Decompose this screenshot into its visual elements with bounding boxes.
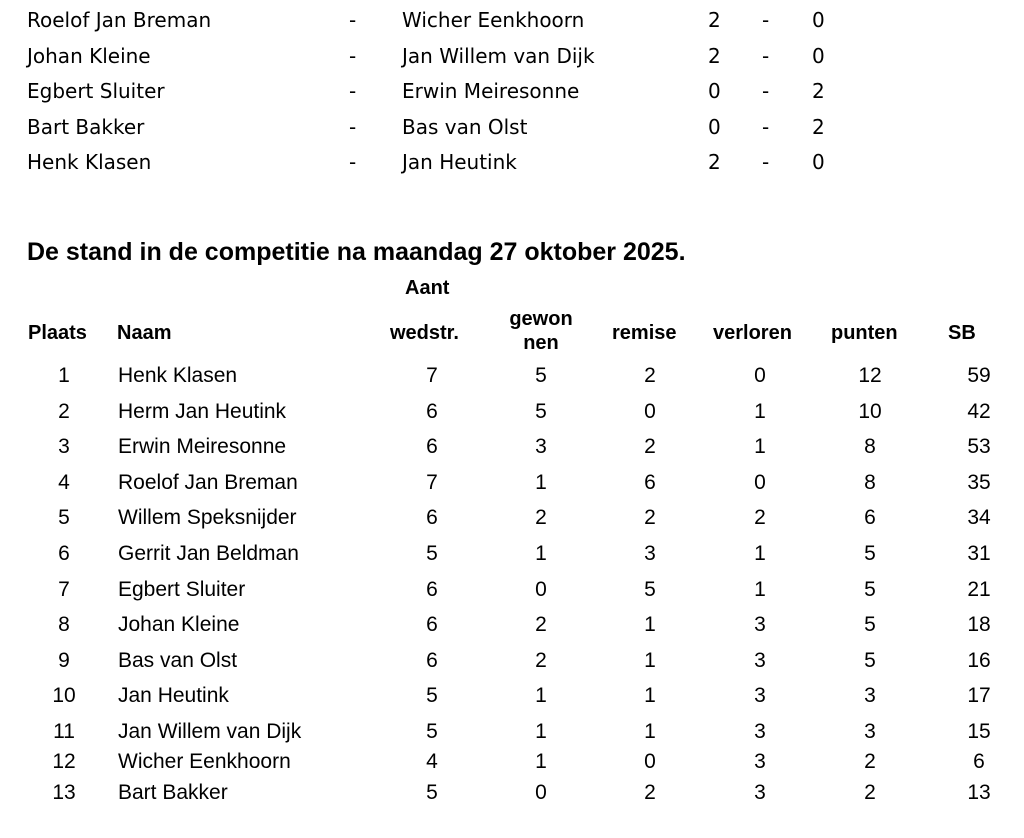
cell-remise: 0 [644,399,656,423]
cell-plaats: 8 [58,613,70,637]
cell-wedstr: 4 [426,750,438,774]
cell-punten: 8 [864,470,876,494]
cell-verloren: 3 [754,613,766,637]
away-player: Jan Heutink [402,150,517,175]
cell-wedstr: 7 [426,470,438,494]
cell-verloren: 3 [754,719,766,743]
cell-sb: 6 [973,750,985,774]
cell-punten: 6 [864,506,876,530]
cell-naam: Jan Willem van Dijk [118,719,302,743]
header-punten: punten [831,322,898,344]
home-player: Bart Bakker [27,114,145,139]
table-row [0,471,1024,507]
header-plaats: Plaats [28,322,87,344]
cell-remise: 1 [644,613,656,637]
cell-remise: 2 [644,435,656,459]
cell-sb: 16 [967,648,991,672]
cell-verloren: 3 [754,780,766,804]
score-home: 0 [708,114,721,139]
home-player: Roelof Jan Breman [27,8,212,32]
score-home: 2 [708,8,721,32]
cell-naam: Johan Kleine [118,613,240,637]
table-row [0,435,1024,471]
cell-verloren: 1 [754,541,766,565]
cell-naam: Herm Jan Heutink [118,399,287,423]
header-gewonnen-line2: nen [523,332,559,354]
score-separator: - [762,79,770,104]
cell-sb: 59 [967,364,991,387]
cell-plaats: 7 [58,577,70,601]
cell-gewonnen: 2 [535,648,547,672]
cell-gewonnen: 3 [535,435,547,459]
cell-naam: Jan Heutink [118,684,229,708]
cell-naam: Roelof Jan Breman [118,470,298,494]
cell-wedstr: 5 [426,719,438,743]
cell-naam: Bas van Olst [118,648,238,672]
cell-wedstr: 6 [426,613,438,637]
cell-punten: 5 [864,648,876,672]
cell-remise: 1 [644,648,656,672]
cell-remise: 0 [644,750,656,774]
score-away: 0 [812,43,825,68]
separator: - [349,8,357,32]
cell-gewonnen: 0 [535,780,547,804]
cell-punten: 12 [858,364,882,387]
cell-verloren: 3 [754,750,766,774]
header-wedstr: wedstr. [390,322,459,344]
cell-verloren: 1 [754,399,766,423]
cell-wedstr: 7 [426,364,438,387]
cell-plaats: 3 [58,435,70,459]
cell-naam: Willem Speksnijder [118,506,297,530]
cell-verloren: 0 [754,470,766,494]
cell-gewonnen: 1 [535,719,547,743]
cell-gewonnen: 1 [535,750,547,774]
cell-wedstr: 6 [426,506,438,530]
cell-gewonnen: 1 [535,684,547,708]
separator: - [349,114,357,139]
result-row [0,44,1024,80]
table-row [0,542,1024,578]
score-away: 0 [812,150,825,175]
cell-gewonnen: 2 [535,506,547,530]
cell-sb: 17 [967,684,991,708]
score-away: 2 [812,114,825,139]
cell-punten: 3 [864,684,876,708]
result-row [0,115,1024,151]
cell-plaats: 9 [58,648,70,672]
score-separator: - [762,8,770,32]
cell-remise: 6 [644,470,656,494]
separator: - [349,43,357,68]
header-gewonnen [503,307,579,355]
result-row [0,8,1024,44]
score-separator: - [762,150,770,175]
cell-wedstr: 6 [426,399,438,423]
cell-verloren: 1 [754,435,766,459]
table-row [0,781,1024,812]
cell-gewonnen: 5 [535,399,547,423]
table-row [0,684,1024,720]
cell-verloren: 2 [754,506,766,530]
cell-wedstr: 5 [426,780,438,804]
cell-punten: 10 [858,399,882,423]
standings-title: De stand in de competitie na maandag 27 oktober 2025. [27,238,686,266]
cell-sb: 35 [967,470,991,494]
cell-remise: 2 [644,780,656,804]
away-player: Wicher Eenkhoorn [402,8,585,32]
score-separator: - [762,114,770,139]
cell-punten: 5 [864,577,876,601]
header-remise: remise [612,322,677,344]
header-naam: Naam [117,322,172,344]
cell-wedstr: 6 [426,648,438,672]
match-results [0,8,1024,186]
cell-remise: 5 [644,577,656,601]
standings-table [0,276,1024,811]
cell-plaats: 1 [58,364,70,387]
cell-punten: 2 [864,750,876,774]
cell-naam: Erwin Meiresonne [118,435,287,459]
separator: - [349,79,357,104]
cell-punten: 2 [864,780,876,804]
cell-sb: 21 [967,577,991,601]
home-player: Henk Klasen [27,150,152,175]
header-sb: SB [948,322,976,344]
result-row [0,79,1024,115]
cell-sb: 42 [967,399,991,423]
cell-wedstr: 6 [426,435,438,459]
result-row [0,150,1024,186]
table-row [0,720,1024,751]
cell-gewonnen: 5 [535,364,547,387]
cell-punten: 3 [864,719,876,743]
score-home: 2 [708,43,721,68]
away-player: Bas van Olst [402,114,528,139]
cell-gewonnen: 0 [535,577,547,601]
home-player: Johan Kleine [27,43,151,68]
cell-verloren: 1 [754,577,766,601]
cell-plaats: 5 [58,506,70,530]
cell-verloren: 3 [754,684,766,708]
table-row [0,364,1024,400]
cell-sb: 13 [967,780,991,804]
cell-remise: 1 [644,684,656,708]
separator: - [349,150,357,175]
cell-verloren: 3 [754,648,766,672]
cell-remise: 2 [644,506,656,530]
cell-wedstr: 6 [426,577,438,601]
score-away: 0 [812,8,825,32]
table-body [0,364,1024,811]
cell-plaats: 4 [58,470,70,494]
cell-plaats: 12 [52,750,76,774]
cell-sb: 31 [967,541,991,565]
cell-punten: 5 [864,613,876,637]
cell-naam: Henk Klasen [118,364,238,387]
away-player: Jan Willem van Dijk [402,43,595,68]
cell-plaats: 2 [58,399,70,423]
table-row [0,578,1024,614]
table-row [0,613,1024,649]
cell-gewonnen: 1 [535,541,547,565]
header-aant: Aant [405,277,450,299]
table-row [0,506,1024,542]
cell-plaats: 10 [52,684,76,708]
table-row [0,750,1024,781]
cell-sb: 53 [967,435,991,459]
table-row [0,400,1024,436]
cell-naam: Bart Bakker [118,780,228,804]
cell-remise: 2 [644,364,656,387]
cell-naam: Wicher Eenkhoorn [118,750,291,774]
cell-wedstr: 5 [426,684,438,708]
table-row [0,649,1024,685]
cell-remise: 3 [644,541,656,565]
cell-punten: 8 [864,435,876,459]
cell-gewonnen: 2 [535,613,547,637]
cell-plaats: 13 [52,780,76,804]
cell-wedstr: 5 [426,541,438,565]
home-player: Egbert Sluiter [27,79,165,104]
cell-sb: 15 [967,719,991,743]
cell-punten: 5 [864,541,876,565]
header-gewonnen-line1: gewon [509,308,573,330]
cell-plaats: 6 [58,541,70,565]
cell-sb: 34 [967,506,991,530]
score-separator: - [762,43,770,68]
cell-remise: 1 [644,719,656,743]
cell-gewonnen: 1 [535,470,547,494]
score-away: 2 [812,79,825,104]
table-header [0,276,1024,364]
cell-verloren: 0 [754,364,766,387]
cell-naam: Gerrit Jan Beldman [118,541,299,565]
away-player: Erwin Meiresonne [402,79,580,104]
score-home: 2 [708,150,721,175]
cell-plaats: 11 [53,719,75,743]
score-home: 0 [708,79,721,104]
cell-naam: Egbert Sluiter [118,577,246,601]
header-verloren: verloren [713,322,792,344]
cell-sb: 18 [967,613,991,637]
